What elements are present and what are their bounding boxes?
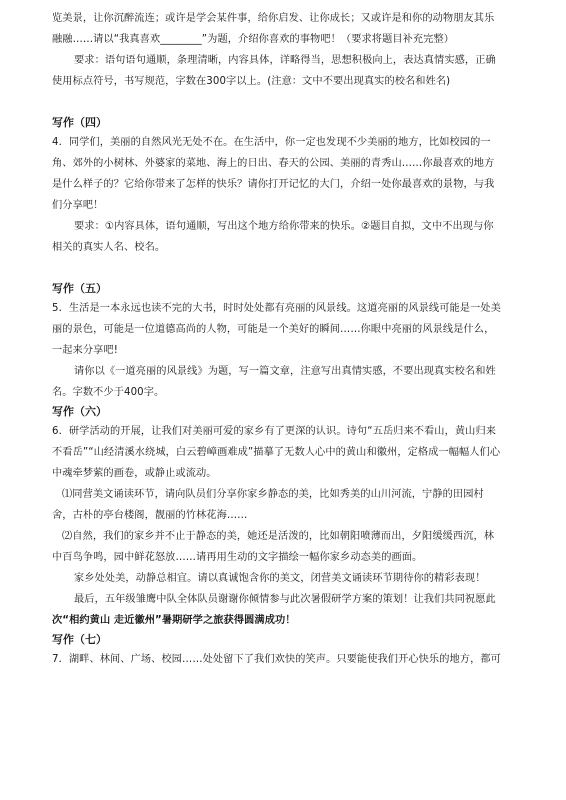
section-heading: 写作（五） [52,282,107,295]
closing-line: 家乡处处美，动静总相宜。请以真诚饱含你的美文，闭营美文诵读环节期待你的精彩表现！ [74,573,486,584]
body-line: 们分享吧！ [52,200,104,211]
section-heading: 写作（四） [52,116,107,129]
document-page [52,8,520,670]
requirement-line: 使用标点符号，书写规范，字数在300字以上。(注意：文中不要出现真实的校名和姓名) [52,76,451,87]
body-line: 不看岳”“山经清溪水绕城，白云碧嶂画难成”描摹了无数人心中的黄山和徽州，定格成一幅幅人们心 [52,447,501,458]
body-line: 是什么样子的？它给你带来了怎样的快乐？请你打开记忆的大门，介绍一处你最喜欢的景物，与我 [52,179,495,190]
requirement-line: 请你以《一道亮丽的风景线》为题，写一篇文章，注意写出真情实感，不要出现真实校名和姓 [74,366,496,377]
requirement-line: 名。字数不少于400字。 [52,387,165,398]
body-line: 融融……请以“我真喜欢________”为题，介绍你喜欢的事物吧！（要求将题目补充完整） [52,34,455,45]
body-line: 中魂牵梦萦的画卷，或静止或流动。 [52,468,217,479]
sub-question-line: 中百鸟争鸣，园中鲜花怒放……请再用生动的文字描绘一幅你家乡动态美的画面。 [52,552,423,563]
requirement-line: 要求：语句语句通顺，条理清晰，内容具体，详略得当，思想积极向上，表达真情实感，正确 [74,55,496,66]
sub-question-line: ⑵自然，我们的家乡并不止于静态的美，她还是活泼的，比如朝阳喷薄而出，夕阳缓缓西沉，林 [62,531,495,542]
body-line: 4．同学们，美丽的自然风光无处不在。在生活中，你一定也发现不少美丽的地方，比如校园的一 [52,137,491,148]
body-line: 览美景，让你沉醉流连；或许是学会某件事，给你启发、让你成长；又或许是和你的动物朋友其乐 [52,13,495,24]
requirement-line: 要求：①内容具体，语句通顺，写出这个地方给你带来的快乐。②题目自拟，文中不出现与你 [74,221,494,232]
body-line: 一起来分享吧! [52,345,118,356]
sub-question-line: 舍，古朴的亭台楼阁，靓丽的竹林花海…… [52,510,248,521]
body-line: 6．研学活动的开展，让我们对美丽可爱的家乡有了更深的认识。诗句“五岳归来不看山，黄山归来 [52,426,497,437]
body-line: 丽的景色，可能是一位道德高尚的人物，可能是一个美好的瞬间……你眼中亮丽的风景线是什么， [52,324,495,335]
sub-question-line: ⑴同营美文诵读环节，请向队员们分享你家乡静态的美，比如秀美的山川河流，宁静的田园村 [62,489,484,500]
body-line: 角、郊外的小树林、外婆家的菜地、海上的日出、春天的公园、美丽的青秀山……你最喜欢的地方 [52,158,495,169]
section-heading: 写作（七） [52,633,107,646]
closing-line: 次“相约黄山 走近徽州”暑期研学之旅获得圆满成功！ [52,615,296,626]
closing-line: 最后，五年级雏鹰中队全体队员谢谢你倾情参与此次暑假研学方案的策划！让我们共同祝愿此 [74,594,496,605]
body-line: 5．生活是一本永远也读不完的大书，时时处处都有亮丽的风景线。这道亮丽的风景线可能是一处美 [52,303,501,314]
body-line: 7．湖畔、林间、广场、校园……处处留下了我们欢快的笑声。只要能使我们开心快乐的地方，都可 [52,654,501,665]
section-heading: 写作（六） [52,405,107,418]
requirement-line: 相关的真实人名、校名。 [52,242,166,253]
